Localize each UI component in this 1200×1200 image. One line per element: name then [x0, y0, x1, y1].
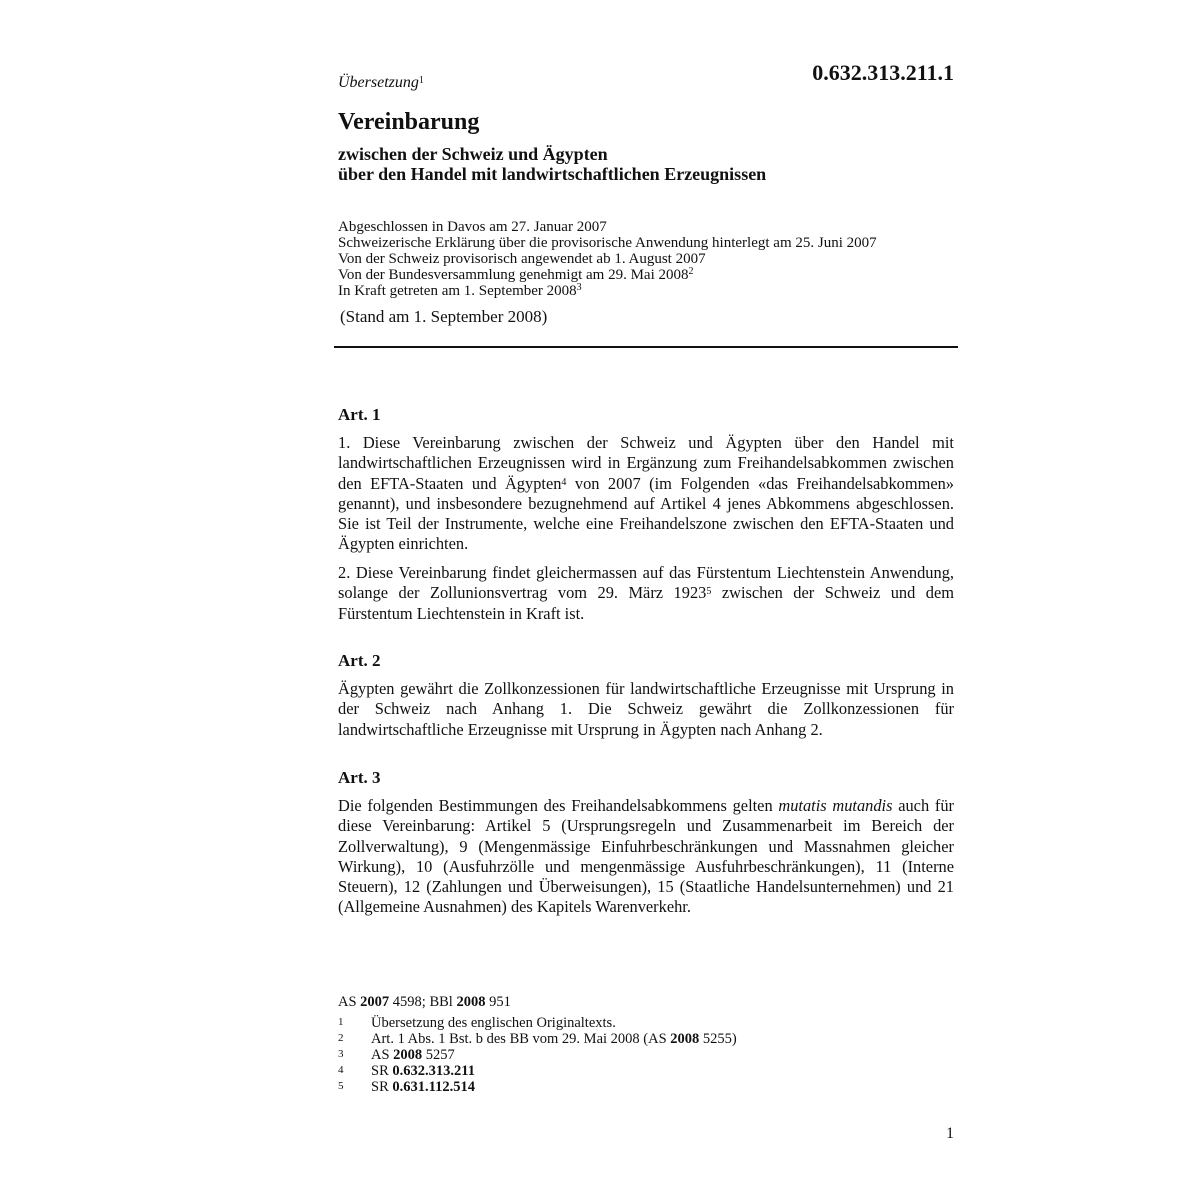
footnote-2	[338, 1031, 737, 1047]
meta-declaration: Schweizerische Erklärung über die provisorische Anwendung hinterlegt am 25. Juni 2007	[338, 235, 877, 251]
art1-p2-text-a: 2. Diese Vereinbarung findet gleichermassen auf das Fürstentum Liechtenstein Anwendung, solange der Zollunionsvertrag vom 29. März 1923	[338, 563, 954, 603]
footnote-number: 5	[338, 1080, 344, 1092]
footnote-ref-5[interactable]: 5	[706, 586, 712, 598]
article-1-heading: Art. 1	[338, 405, 381, 424]
footnote-number: 3	[338, 1048, 344, 1060]
meta-approved-text: Von der Bundesversammlung genehmigt am 29. Mai 2008	[338, 267, 689, 283]
header-divider	[334, 346, 958, 348]
ref-bbl-page: 951	[485, 994, 511, 1010]
art1-p2-text-b: zwischen der Schweiz und dem Fürstentum Liechtenstein in Kraft ist.	[338, 583, 955, 623]
article-2-paragraph-1: Ägypten gewährt die Zollkonzessionen für landwirtschaftliche Erzeugnisse mit Ursprung in der Schweiz nach Anhang 1. Die Schweiz gewährt die Zollkonzessionen für landwirtschaftliche Erzeugnisse mit Ursprung in Ägypten nach Anhang 2.	[338, 679, 954, 739]
footnote-ref-4[interactable]: 4	[561, 476, 567, 488]
ref-as-year: 2007	[360, 994, 390, 1010]
art1-p1-text-b: von 2007 (im Folgenden «das Freihandelsabkommen» genannt), und insbesondere bezugnehmend auf Artikel 4 jenes Abkommens abgeschlossen. Sie ist Teil der Instrumente, welche eine Freihandelszone zwischen den EFTA-Staaten und Ägypten einrichten.	[338, 473, 954, 554]
footnote-number: 1	[338, 1016, 344, 1028]
article-3-paragraph-1	[338, 796, 954, 918]
art3-p1-emphasis: mutatis mutandis	[778, 796, 893, 815]
ref-bbl-year: 2008	[456, 994, 486, 1010]
page-number: 1	[946, 1125, 954, 1142]
article-1-paragraph-2	[338, 563, 954, 624]
art3-p1-text-b: auch für diese Vereinbarung: Artikel 5 (Ursprungsregeln und Zusammenarbeit im Bereich der Zollverwaltung), 9 (Mengenmässige Einfuhrbeschränkungen und Massnahmen gleicher Wirkung), 10 (Ausfuhrzölle und mengenmässige Ausfuhrbeschränkungen), 11 (Interne Steuern), 12 (Zahlungen und Überweisungen), 15 (Staatliche Handelsunternehmen) und 21 (Allgemeine Ausnahmen) des Kapitels Warenverkehr.	[338, 796, 954, 917]
metadata-block	[338, 219, 958, 299]
meta-approved	[338, 267, 958, 283]
document-title: Vereinbarung	[338, 109, 480, 135]
ref-as-label: AS	[338, 994, 361, 1010]
footnote-1	[338, 1015, 737, 1031]
footnote-5	[338, 1079, 737, 1095]
article-1-paragraph-1	[338, 433, 954, 555]
footnote-number: 2	[338, 1032, 344, 1044]
article-3-heading: Art. 3	[338, 768, 381, 787]
footnote-number: 4	[338, 1064, 344, 1076]
translation-text: Übersetzung	[338, 74, 419, 91]
footnote-ref-1[interactable]: 1	[418, 75, 424, 86]
document-subtitle	[338, 144, 766, 184]
meta-in-force	[338, 283, 958, 299]
footnote-text: SR 0.632.313.211	[371, 1063, 475, 1079]
footnote-text: Übersetzung des englischen Originaltexts.	[371, 1015, 616, 1031]
art3-p1-text-a: Die folgenden Bestimmungen des Freihandelsabkommens gelten	[338, 796, 779, 815]
ref-as-page: 4598; BBl	[389, 994, 457, 1010]
footnote-ref-2[interactable]: 2	[688, 266, 694, 277]
meta-provisional: Von der Schweiz provisorisch angewendet ab 1. August 2007	[338, 251, 706, 267]
footnote-3	[338, 1047, 737, 1063]
subtitle-line-2: über den Handel mit landwirtschaftlichen Erzeugnissen	[338, 164, 767, 184]
footnote-text: AS 2008 5257	[371, 1047, 455, 1063]
status-date: (Stand am 1. September 2008)	[340, 307, 548, 326]
meta-concluded: Abgeschlossen in Davos am 27. Januar 2007	[338, 219, 607, 235]
translation-label	[338, 72, 424, 94]
official-publication-reference	[338, 993, 511, 1011]
art1-p1-text-a: 1. Diese Vereinbarung zwischen der Schweiz und Ägypten über den Handel mit landwirtschaftlichen Erzeugnissen wird in Ergänzung zum Freihandelsabkommen zwischen den EFTA-Staaten und Ägypten	[338, 433, 954, 493]
meta-in-force-text: In Kraft getreten am 1. September 2008	[338, 283, 577, 299]
article-2-heading: Art. 2	[338, 651, 381, 670]
footnote-text: SR 0.631.112.514	[371, 1079, 475, 1095]
subtitle-line-1: zwischen der Schweiz und Ägypten	[338, 144, 608, 164]
footnote-ref-3[interactable]: 3	[576, 282, 582, 293]
footnotes-list	[338, 1015, 737, 1095]
footnote-4	[338, 1063, 737, 1079]
footnote-text: Art. 1 Abs. 1 Bst. b des BB vom 29. Mai 2008 (AS 2008 5255)	[371, 1031, 737, 1047]
sr-number: 0.632.313.211.1	[812, 60, 954, 85]
